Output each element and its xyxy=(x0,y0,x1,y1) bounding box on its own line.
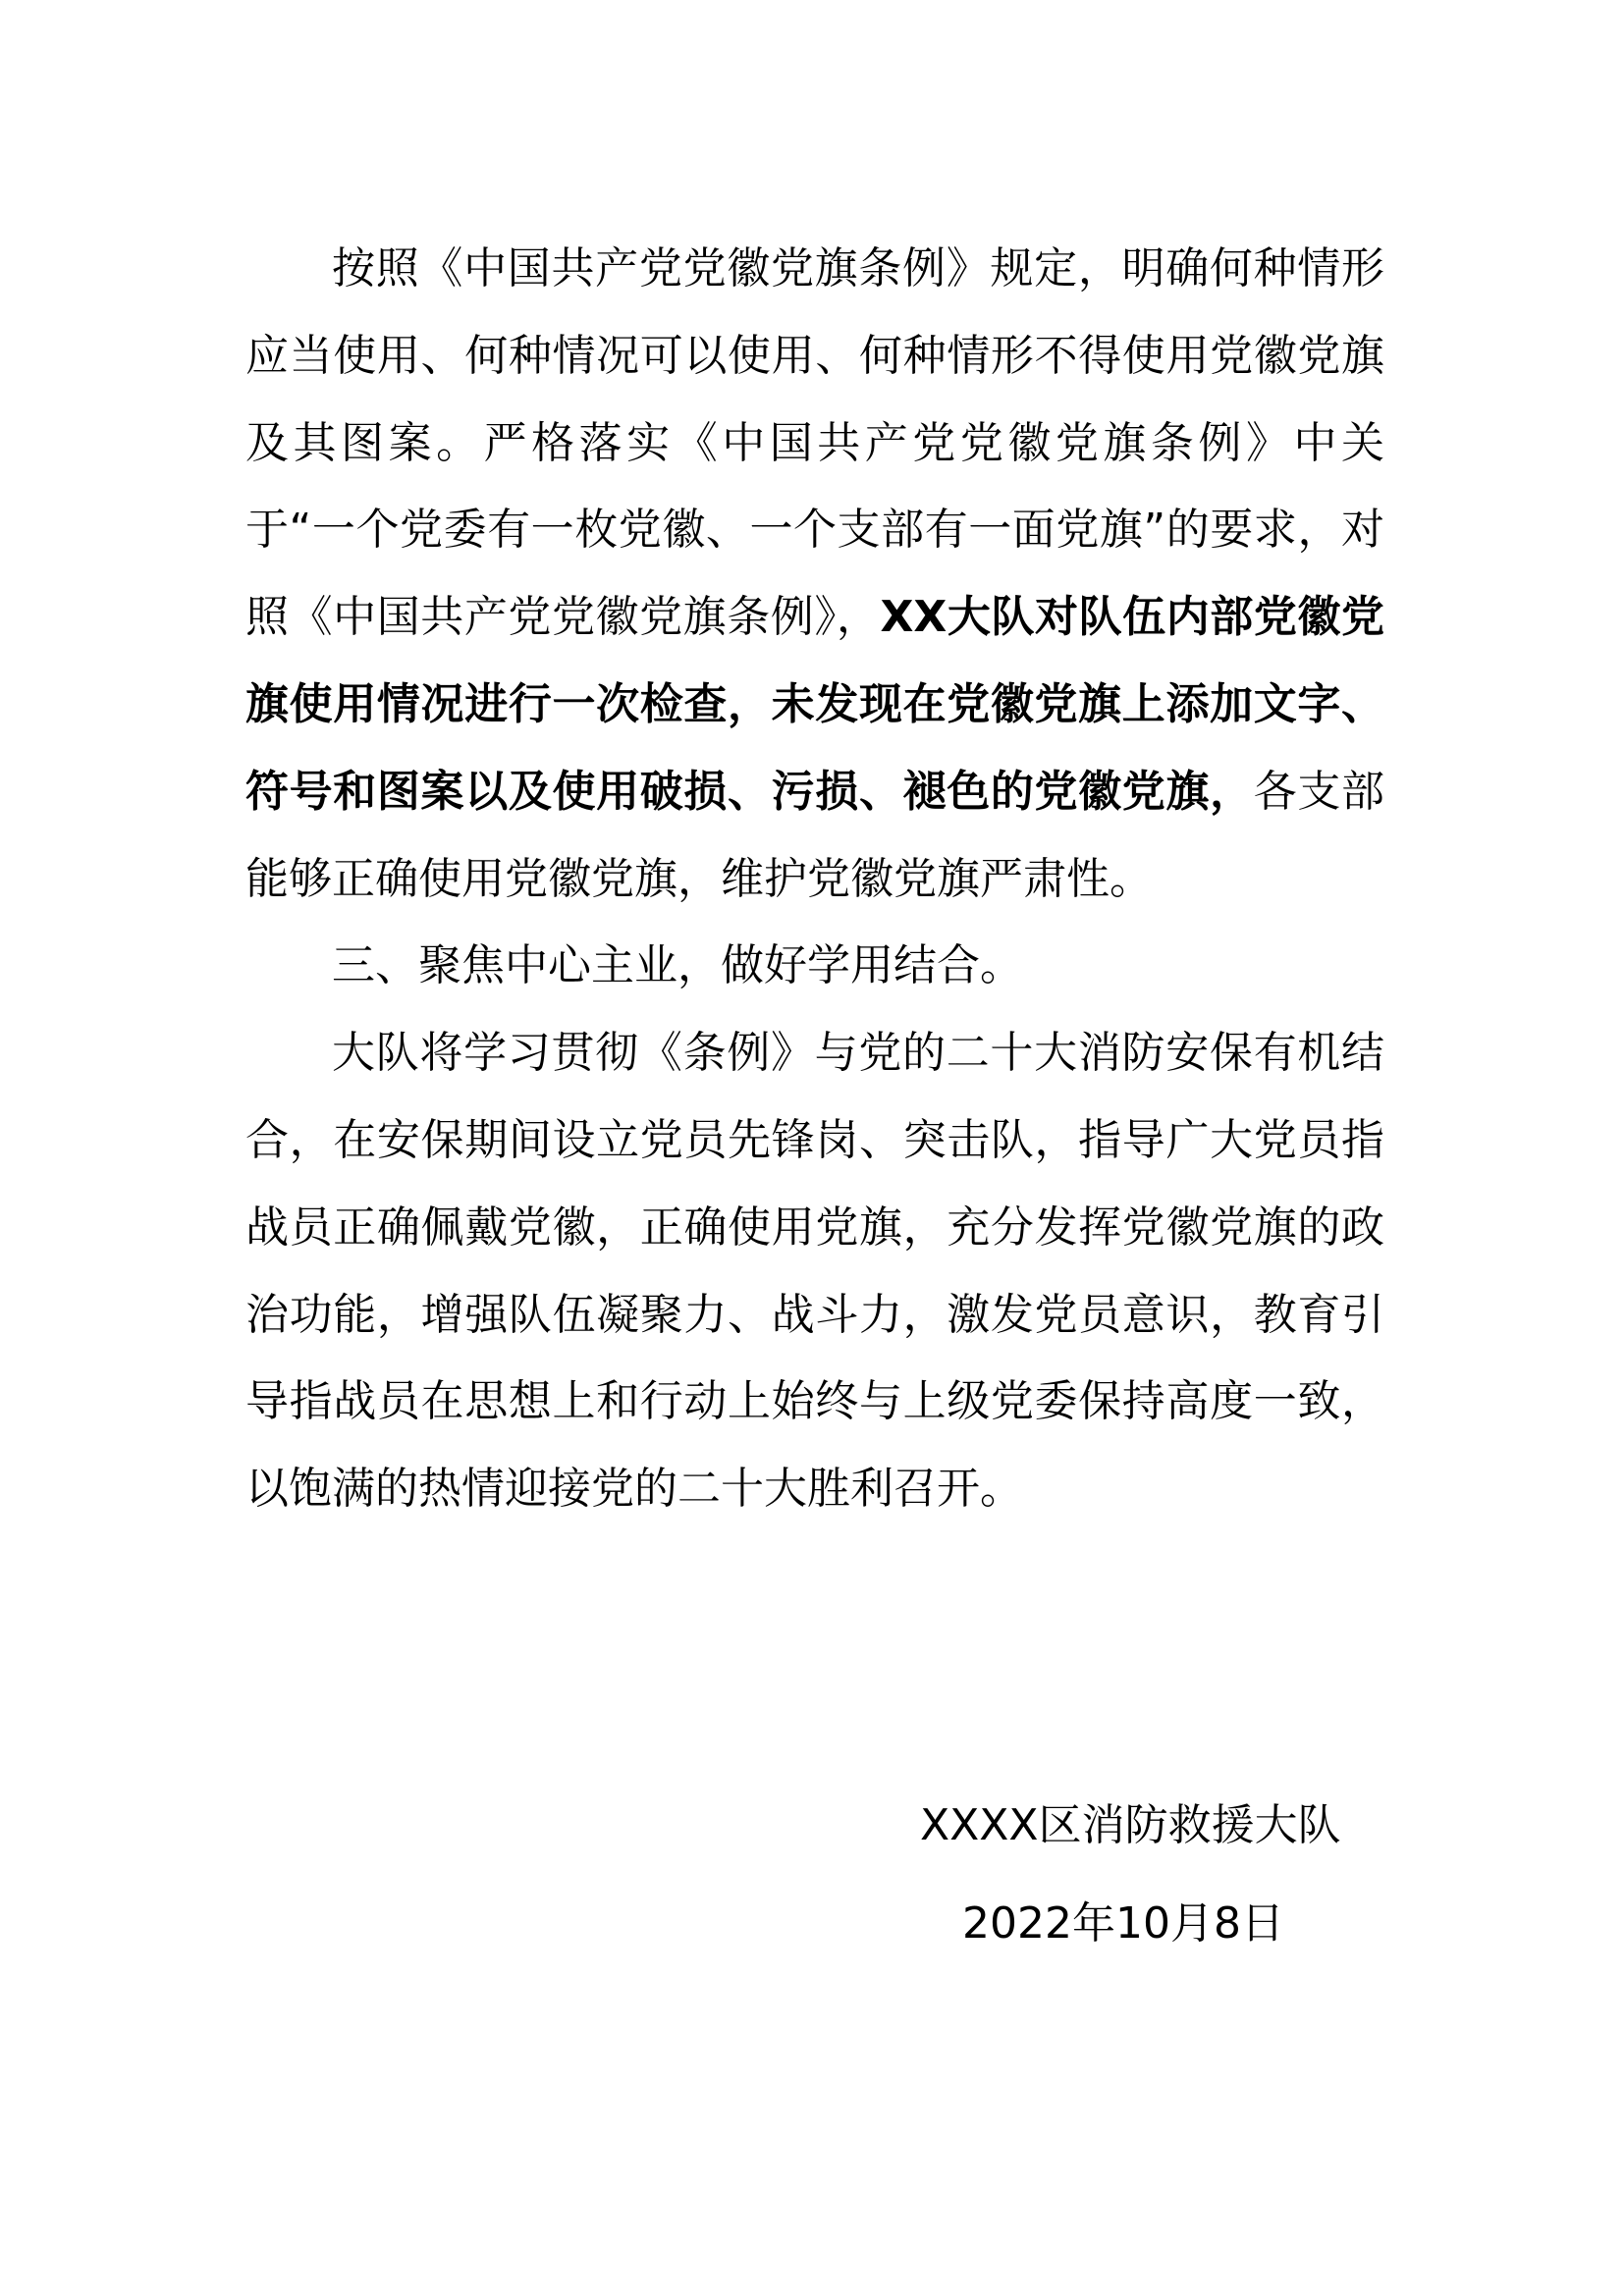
paragraph-security-integration xyxy=(245,1010,1384,1533)
signature-organization: XXXX区消防救援大队 xyxy=(920,1800,1341,1850)
paragraph-flag-rules xyxy=(245,226,1384,923)
paragraph-text: 大队将学习贯彻《条例》与党的二十大消防安保有机结合，在安保期间设立党员先锋岗、突击队，指导广大党员指战员正确佩戴党徽，正确使用党旗，充分发挥党徽党旗的政治功能，增强队伍凝聚力、战斗力，激发党员意识，教育引导指战员在思想上和行动上始终与上级党委保持高度一致，以饱满的热情迎接党的二十大胜利召开。 xyxy=(245,1028,1384,1515)
paragraph-bold-text: XX大队对队伍内部党徽党旗使用情况进行一次检查，未发现在党徽党旗上添加文字、符号和图案以及使用破损、污损、褪色的党徽党旗， xyxy=(245,592,1384,817)
document-body xyxy=(245,226,1384,1533)
heading-text: 三、聚焦中心主业，做好学用结合。 xyxy=(332,940,1023,991)
paragraph-text: 按照《中国共产党党徽党旗条例》规定，明确何种情形应当使用、何种情况可以使用、何种情形不得使用党徽党旗及其图案。严格落实《中国共产党党徽党旗条例》中关于“一个党委有一枚党徽、一个支部有一面党旗”的要求，对照《中国共产党党徽党旗条例》， xyxy=(245,243,1384,643)
section-heading-three xyxy=(245,923,1384,1010)
signature-date: 2022年10月8日 xyxy=(962,1898,1284,1949)
paragraph-text: 各支部能够正确使用党徽党旗，维护党徽党旗严肃性。 xyxy=(245,766,1384,904)
